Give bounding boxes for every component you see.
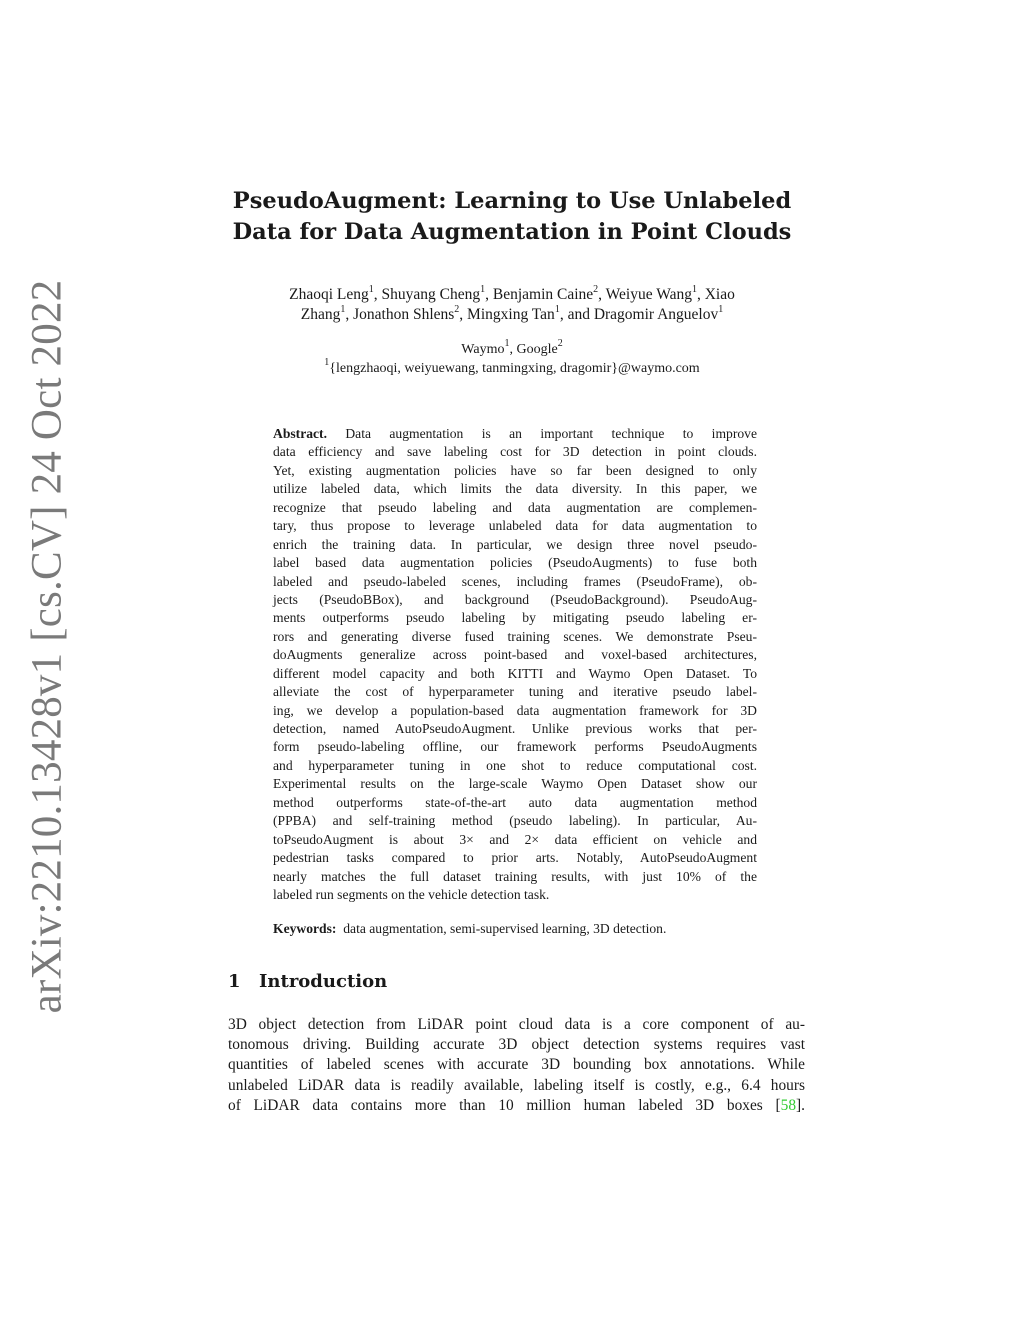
abstract — [273, 425, 757, 904]
abstract-line: ments outperforms pseudo labeling by mitigating pseudo labeling er- — [273, 610, 757, 626]
author-name: Zhaoqi Leng — [289, 286, 369, 303]
section-heading — [228, 970, 387, 994]
intro-line: 3D object detection from LiDAR point cloud data is a core component of au- — [228, 1016, 805, 1033]
abstract-line — [273, 425, 757, 443]
abstract-line: label based data augmentation policies (PseudoAugments) to fuse both — [273, 555, 757, 571]
author-name: and Dragomir Anguelov — [567, 306, 719, 323]
author-affil-mark: 2 — [454, 303, 460, 315]
abstract-line: method outperforms state-of-the-art auto data augmentation method — [273, 794, 757, 810]
affil-mark: 1 — [504, 338, 510, 350]
abstract-line: data efficiency and save labeling cost for 3D detection in point clouds. — [273, 444, 757, 460]
author-affil-mark: 1 — [340, 303, 346, 315]
affil-mark: 1 — [324, 357, 330, 369]
abstract-line: and hyperparameter tuning in one shot to reduce computational cost. — [273, 757, 757, 773]
abstract-label: Abstract. — [273, 426, 327, 441]
abstract-text: Data augmentation is an important technique to improve — [345, 426, 757, 441]
author-separator: , — [696, 286, 705, 303]
abstract-line: detection, named AutoPseudoAugment. Unlike previous works that per- — [273, 721, 757, 736]
affil-mark: 2 — [557, 338, 563, 350]
abstract-line: tary, thus propose to leverage unlabeled data for data augmentation to — [273, 518, 757, 534]
author-separator: , — [345, 306, 354, 323]
author-name: Jonathon Shlens — [353, 306, 455, 323]
author-name: Xiao — [704, 286, 735, 303]
abstract-line: Experimental results on the large-scale Waymo Open Dataset show our — [273, 776, 757, 792]
abstract-line: toPseudoAugment is about 3× and 2× data efficient on vehicle and — [273, 831, 757, 847]
author-line — [0, 305, 1024, 325]
abstract-line: different model capacity and both KITTI and Waymo Open Dataset. To — [273, 665, 757, 681]
author-affil-mark: 2 — [593, 283, 599, 295]
section-number: 1 — [228, 971, 241, 992]
abstract-line: utilize labeled data, which limits the data diversity. In this paper, we — [273, 481, 757, 497]
author-affil-mark: 1 — [718, 303, 724, 315]
keywords-text: data augmentation, semi-supervised learning, 3D detection. — [343, 921, 667, 936]
author-name: Mingxing Tan — [467, 306, 555, 323]
title-line: Data for Data Augmentation in Point Clouds — [232, 219, 792, 245]
abstract-line: ing, we develop a population-based data augmentation framework for 3D — [273, 702, 757, 718]
title-line: PseudoAugment: Learning to Use Unlabeled — [232, 188, 792, 214]
abstract-line: labeled and pseudo-labeled scenes, including frames (PseudoFrame), ob- — [273, 573, 757, 589]
keywords-label: Keywords: — [273, 921, 337, 936]
author-affil-mark: 1 — [480, 283, 486, 295]
intro-line: quantities of labeled scenes with accurate 3D bounding box annotations. While — [228, 1056, 805, 1074]
author-name: Weiyue Wang — [605, 286, 692, 303]
author-separator: , — [459, 306, 468, 323]
intro-line — [228, 1096, 805, 1116]
author-affil-mark: 1 — [554, 303, 560, 315]
author-name: Benjamin Caine — [492, 286, 594, 303]
section-title: Introduction — [259, 971, 388, 992]
author-separator: , — [559, 306, 568, 323]
abstract-line: alleviate the cost of hyperparameter tuning and iterative pseudo label- — [273, 684, 757, 700]
author-affil-mark: 1 — [691, 283, 697, 295]
affiliation-orgs — [0, 340, 1024, 359]
intro-paragraph — [228, 1015, 805, 1116]
author-separator: , — [485, 286, 493, 303]
abstract-line: doAugments generalize across point-based and voxel-based architectures, — [273, 647, 757, 663]
author-separator: , — [598, 286, 606, 303]
author-list — [0, 285, 1024, 325]
affiliation-org: Waymo — [461, 342, 505, 357]
affiliation-emails-line — [0, 359, 1024, 378]
abstract-line: recognize that pseudo labeling and data augmentation are complemen- — [273, 499, 757, 515]
arxiv-id: arXiv:2210.13428v1 [cs.CV] 24 Oct 2022 — [23, 279, 71, 1013]
affiliations — [0, 340, 1024, 378]
intro-text: ]. — [796, 1096, 805, 1114]
author-affil-mark: 1 — [368, 283, 374, 295]
abstract-line: rors and generating diverse fused training scenes. We demonstrate Pseu- — [273, 628, 757, 644]
paper-title — [0, 186, 1024, 248]
intro-text: of LiDAR data contains more than 10 million human labeled 3D boxes [ — [228, 1096, 781, 1114]
author-line — [0, 285, 1024, 305]
affiliation-org: Google — [516, 342, 558, 357]
keywords — [273, 920, 757, 938]
arxiv-stamp — [18, 279, 76, 1013]
intro-line: unlabeled LiDAR data is readily available, labeling itself is costly, e.g., 6.4 hours — [228, 1076, 805, 1094]
author-emails: {lengzhaoqi, weiyuewang, tanmingxing, dragomir}@waymo.com — [329, 361, 700, 376]
abstract-line: Yet, existing augmentation policies have so far been designed to only — [273, 462, 757, 478]
citation-link[interactable]: 58 — [780, 1096, 797, 1114]
abstract-line: jects (PseudoBBox), and background (PseudoBackground). PseudoAug- — [273, 591, 757, 607]
abstract-line: form pseudo-labeling offline, our framework performs PseudoAugments — [273, 739, 757, 755]
abstract-line: enrich the training data. In particular, we design three novel pseudo- — [273, 536, 757, 552]
abstract-line: (PPBA) and self-training method (pseudo labeling). In particular, Au- — [273, 813, 757, 829]
abstract-line: nearly matches the full dataset training results, with just 10% of the — [273, 868, 757, 884]
author-name: Shuyang Cheng — [381, 286, 481, 303]
author-separator: , — [373, 286, 382, 303]
abstract-line: pedestrian tasks compared to prior arts. Notably, AutoPseudoAugment — [273, 850, 757, 866]
abstract-line: labeled run segments on the vehicle detection task. — [273, 886, 550, 902]
author-name: Zhang — [300, 306, 341, 323]
affil-separator: , — [509, 342, 517, 357]
intro-line: tonomous driving. Building accurate 3D object detection systems requires vast — [228, 1036, 805, 1054]
